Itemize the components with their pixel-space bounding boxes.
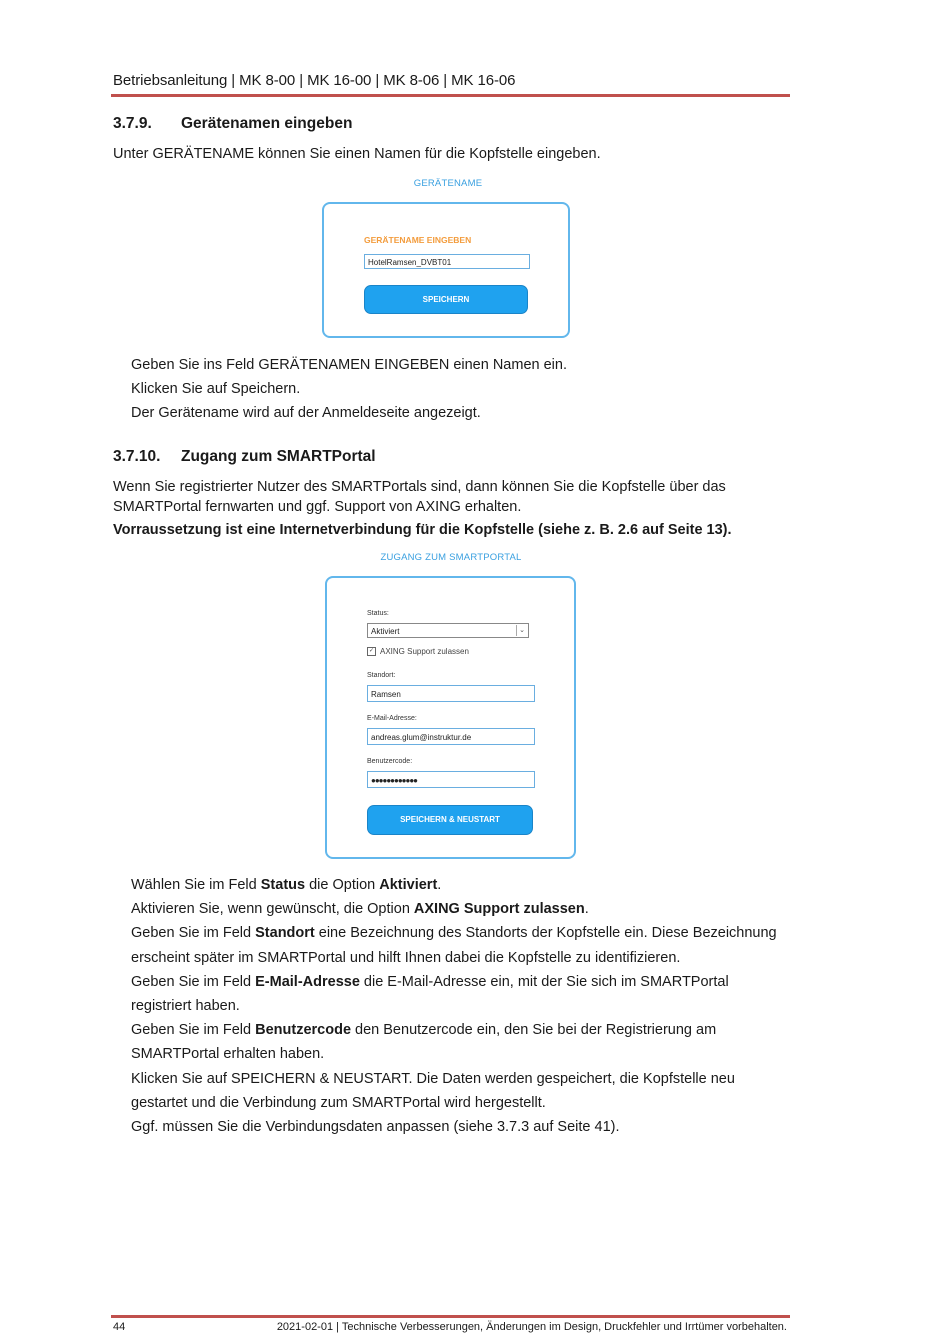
- step-item: Geben Sie im Feld Benutzercode den Benutzercode ein, den Sie bei der Registrierung am SMARTPortal erhalten haben.: [131, 1022, 717, 1063]
- running-header: Betriebsanleitung | MK 8-00 | MK 16-00 | MK 8-06 | MK 16-06: [113, 72, 516, 89]
- status-select[interactable]: [367, 623, 529, 638]
- section-title: Zugang zum SMARTPortal: [181, 448, 376, 465]
- section-number: 3.7.9.: [113, 115, 152, 132]
- step-item: Klicken Sie auf SPEICHERN & NEUSTART. Die Daten werden gespeichert, die Kopfstelle neu gestartet und die Verbindung zum SMARTPortal wird hergestellt.: [131, 1070, 735, 1111]
- email-input[interactable]: andreas.glum@instruktur.de: [367, 728, 535, 745]
- email-label: E-Mail-Adresse:: [367, 715, 417, 722]
- chevron-down-icon: ⌄: [516, 625, 527, 636]
- screenshot-title: ZUGANG ZUM SMARTPORTAL: [380, 552, 522, 563]
- footer-note: 2021-02-01 | Technische Verbesserungen, Änderungen im Design, Druckfehler und Irrtümer vorbehalten.: [276, 1321, 787, 1333]
- step-item: Ggf. müssen Sie die Verbindungsdaten anpassen (siehe 3.7.3 auf Seite 41).: [131, 1119, 620, 1136]
- prerequisite-note: Vorraussetzung ist eine Internetverbindung für die Kopfstelle (siehe z. B. 2.6 auf Seite 13).: [113, 522, 732, 538]
- section-heading-smartportal: [113, 448, 376, 466]
- support-checkbox-row[interactable]: [367, 647, 469, 656]
- support-checkbox-label: AXING Support zulassen: [380, 647, 469, 656]
- geraetename-screenshot: [313, 168, 583, 346]
- header-rule: [111, 94, 790, 97]
- section-title: Gerätenamen eingeben: [181, 115, 353, 132]
- section-intro: Wenn Sie registrierter Nutzer des SMARTPortals sind, dann können Sie die Kopfstelle über das SMARTPortal fernwarten und ggf. Support von AXING erhalten.: [113, 479, 726, 515]
- usercode-password-input[interactable]: ●●●●●●●●●●●●: [367, 771, 535, 788]
- page-number: 44: [113, 1321, 126, 1333]
- step-item: Wählen Sie im Feld Status die Option Aktiviert.: [131, 877, 442, 893]
- step-item: Klicken Sie auf Speichern.: [131, 381, 301, 398]
- section-heading-geraetename: [113, 115, 352, 133]
- device-name-input[interactable]: HotelRamsen_DVBT01: [364, 254, 530, 269]
- step-item: Geben Sie im Feld Standort eine Bezeichnung des Standorts der Kopfstelle ein. Diese Bezeichnung erscheint später im SMARTPortal und hilft Ihnen dabei die Kopfstelle zu identifizieren.: [131, 925, 777, 966]
- status-value: Aktiviert: [371, 627, 400, 636]
- screenshot-panel: [322, 202, 570, 338]
- screenshot-panel: [325, 576, 576, 859]
- steps-list-smartportal: [131, 873, 791, 1139]
- smartportal-screenshot: [322, 548, 580, 864]
- step-item: Geben Sie im Feld E-Mail-Adresse die E-Mail-Adresse ein, mit der Sie sich im SMARTPortal registriert haben.: [131, 973, 729, 1015]
- usercode-label: Benutzercode:: [367, 758, 413, 765]
- location-input[interactable]: Ramsen: [367, 685, 535, 702]
- footer-rule: [111, 1315, 790, 1318]
- section-number: 3.7.10.: [113, 448, 161, 465]
- checkbox-checked-icon[interactable]: ✓: [368, 648, 375, 655]
- step-item: Geben Sie ins Feld GERÄTENAMEN EINGEBEN einen Namen ein.: [131, 357, 567, 373]
- steps-list-geraetename: [131, 353, 791, 426]
- status-label: Status:: [367, 610, 389, 617]
- step-item: Der Gerätename wird auf der Anmeldeseite angezeigt.: [131, 405, 481, 422]
- save-button[interactable]: SPEICHERN: [364, 285, 528, 314]
- step-item: Aktivieren Sie, wenn gewünscht, die Option AXING Support zulassen.: [131, 901, 589, 918]
- section-intro: Unter GERÄTENAME können Sie einen Namen für die Kopfstelle eingeben.: [113, 146, 601, 162]
- device-name-label: GERÄTENAME EINGEBEN: [364, 235, 472, 245]
- save-restart-button[interactable]: SPEICHERN & NEUSTART: [367, 805, 533, 835]
- screenshot-title: GERÄTENAME: [413, 178, 483, 189]
- location-label: Standort:: [367, 672, 396, 679]
